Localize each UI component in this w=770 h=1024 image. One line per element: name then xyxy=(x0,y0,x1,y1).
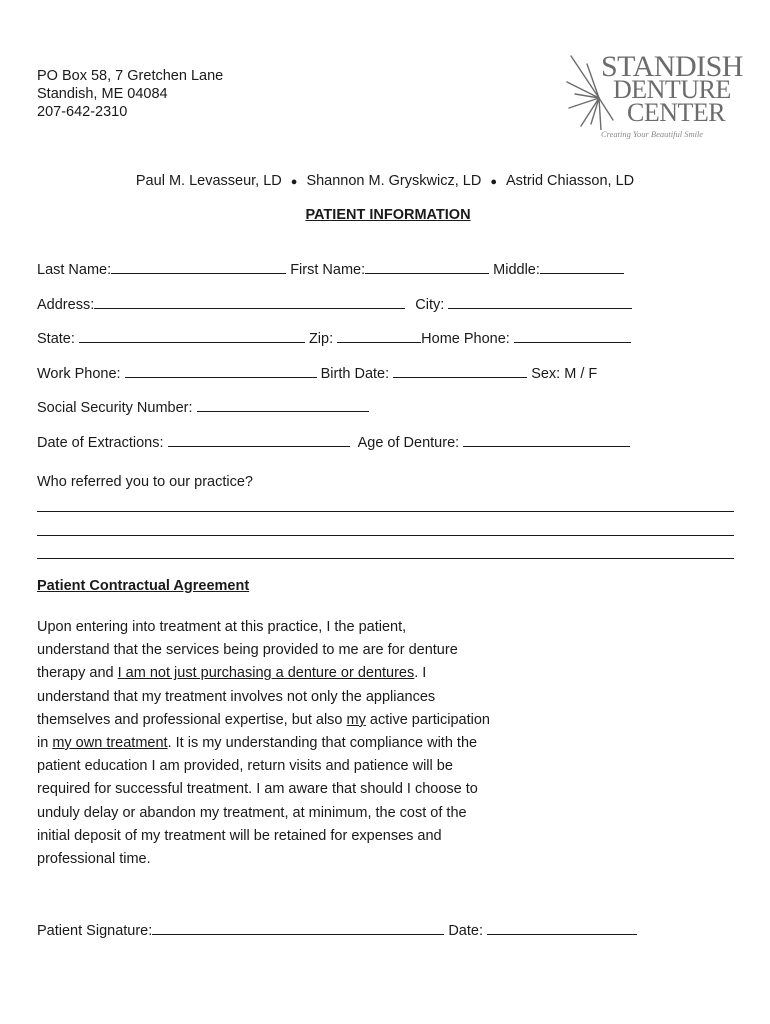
last-name-field[interactable] xyxy=(111,259,286,274)
address-line-2: Standish, ME 04084 xyxy=(37,86,168,102)
agreement-text: active participation xyxy=(365,711,490,728)
state-row xyxy=(37,328,631,348)
middle-name-field[interactable] xyxy=(540,259,624,274)
age-of-denture-field[interactable] xyxy=(463,432,630,447)
agreement-line: understand that the services being provided to me are for denture xyxy=(37,642,458,659)
agreement-line: unduly delay or abandon my treatment, at minimum, the cost of the xyxy=(37,804,467,821)
signature-date-label: Date: xyxy=(448,923,483,939)
age-of-denture-label: Age of Denture: xyxy=(357,435,460,451)
agreement-emphasis: my xyxy=(346,711,366,728)
agreement-line: professional time. xyxy=(37,851,151,868)
agreement-body xyxy=(37,616,517,871)
birth-date-label: Birth Date: xyxy=(320,366,390,382)
state-label: State: xyxy=(37,331,75,347)
signature-date-field[interactable] xyxy=(487,920,637,935)
sex-label: Sex: M / F xyxy=(531,366,598,382)
provider-name: Shannon M. Gryskwicz, LD xyxy=(306,173,482,189)
address-line-1: PO Box 58, 7 Gretchen Lane xyxy=(37,68,224,84)
agreement-line: required for successful treatment. I am aware that should I choose to xyxy=(37,781,478,798)
first-name-label: First Name: xyxy=(290,262,366,278)
agreement-line xyxy=(37,662,517,685)
agreement-line: initial deposit of my treatment will be retained for expenses and xyxy=(37,827,442,844)
referral-line-1[interactable] xyxy=(37,511,734,512)
birth-date-field[interactable] xyxy=(393,363,527,378)
address-field[interactable] xyxy=(94,294,405,309)
logo-word-standish: STANDISH xyxy=(601,50,743,83)
practice-logo xyxy=(565,50,743,142)
state-field[interactable] xyxy=(79,328,305,343)
zip-label: Zip: xyxy=(308,331,334,347)
agreement-emphasis: I am not just purchasing a denture or dentures xyxy=(117,665,415,682)
address-row xyxy=(37,294,632,314)
work-phone-field[interactable] xyxy=(125,363,317,378)
separator-dot: ● xyxy=(290,176,298,188)
last-name-label: Last Name: xyxy=(37,262,112,278)
practice-address xyxy=(37,67,223,121)
ssn-row xyxy=(37,397,369,417)
logo-word-denture: DENTURE xyxy=(613,75,731,104)
agreement-line xyxy=(37,732,517,755)
logo-tagline: Creating Your Beautiful Smile xyxy=(601,129,704,139)
address-label: Address: xyxy=(37,297,95,313)
agreement-line xyxy=(37,709,517,732)
agreement-text: . I xyxy=(414,665,427,682)
form-title: PATIENT INFORMATION xyxy=(305,207,471,223)
provider-list xyxy=(0,172,770,191)
referral-label: Who referred you to our practice? xyxy=(37,474,253,490)
agreement-line: understand that my treatment involves not only the appliances xyxy=(37,688,436,705)
logo-word-center: CENTER xyxy=(627,98,726,127)
work-phone-label: Work Phone: xyxy=(37,366,121,382)
practice-phone: 207-642-2310 xyxy=(37,104,128,120)
provider-name: Astrid Chiasson, LD xyxy=(505,173,635,189)
home-phone-label: Home Phone: xyxy=(421,331,510,347)
date-of-extractions-label: Date of Extractions: xyxy=(37,435,164,451)
agreement-text: themselves and professional expertise, but also xyxy=(37,711,347,728)
separator-dot: ● xyxy=(490,176,497,188)
provider-name: Paul M. Levasseur, LD xyxy=(135,173,282,189)
date-of-extractions-field[interactable] xyxy=(168,432,350,447)
agreement-text: . It is my understanding that compliance with the xyxy=(167,735,478,752)
city-field[interactable] xyxy=(448,294,632,309)
extractions-row xyxy=(37,432,630,452)
agreement-emphasis: my own treatment xyxy=(52,735,168,752)
referral-line-3[interactable] xyxy=(37,558,734,559)
home-phone-field[interactable] xyxy=(514,328,631,343)
agreement-line: patient education I am provided, return visits and patience will be xyxy=(37,758,453,775)
middle-label: Middle: xyxy=(493,262,540,278)
ssn-field[interactable] xyxy=(197,397,369,412)
referral-line-2[interactable] xyxy=(37,535,734,536)
first-name-field[interactable] xyxy=(365,259,489,274)
name-row xyxy=(37,259,624,279)
patient-signature-field[interactable] xyxy=(152,920,444,935)
zip-field[interactable] xyxy=(337,328,421,343)
patient-signature-label: Patient Signature: xyxy=(37,923,153,939)
signature-row xyxy=(37,920,637,940)
agreement-title: Patient Contractual Agreement xyxy=(37,578,250,594)
agreement-text: therapy and xyxy=(37,665,118,682)
agreement-line: Upon entering into treatment at this practice, I the patient, xyxy=(37,619,407,635)
work-phone-row xyxy=(37,363,597,383)
city-label: City: xyxy=(415,297,445,313)
ssn-label: Social Security Number: xyxy=(37,400,193,416)
agreement-text: in xyxy=(37,735,53,752)
